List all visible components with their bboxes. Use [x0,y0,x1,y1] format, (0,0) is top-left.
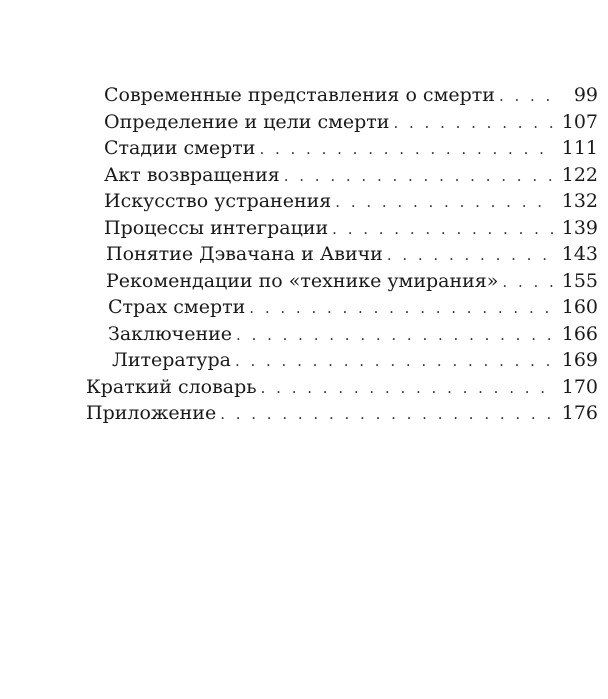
toc-entry[interactable] [0,82,608,109]
toc-dot-leader [220,401,554,428]
toc-entry-page: 99 [573,84,598,106]
toc-entry-title: Современные представления о смерти [104,84,495,106]
toc-dot-leader [249,295,554,322]
toc-entry-page: 176 [561,402,598,424]
toc-entry[interactable] [0,215,608,242]
toc-entry[interactable] [0,400,608,427]
toc-entry-title: Искусство устранения [104,190,332,212]
toc-dot-leader [259,136,554,163]
toc-entry-title: Приложение [86,402,217,424]
toc-entry[interactable] [0,241,608,268]
toc-entry-title: Краткий словарь [86,375,257,398]
toc-dot-leader [261,375,554,402]
toc-entry[interactable] [0,162,608,189]
toc-entry-page: 132 [561,190,598,212]
toc-entry-title: Понятие Дэвачана и Авичи [106,243,383,265]
toc-entry[interactable] [0,374,608,401]
toc-entry-page: 111 [561,137,598,159]
toc-dot-leader [235,348,554,375]
toc-entry[interactable] [0,188,608,215]
toc-entry[interactable] [0,347,608,374]
toc-dot-leader [393,110,554,137]
toc-entry[interactable] [0,109,608,136]
toc-entry-page: 155 [561,269,598,292]
toc-entry-page: 166 [561,322,598,345]
toc-entry-title: Процессы интеграции [104,216,329,239]
toc-dot-leader [335,189,554,216]
toc-entry-page: 170 [561,375,598,398]
toc-entry-page: 169 [561,349,598,371]
table-of-contents [0,82,608,427]
toc-entry[interactable] [0,321,608,348]
toc-entry-title: Литература [112,349,231,371]
toc-dot-leader [284,163,554,190]
toc-entry[interactable] [0,294,608,321]
toc-entry-title: Рекомендации по «технике умирания» [106,269,499,292]
toc-dot-leader [236,322,554,349]
toc-entry-title: Заключение [108,322,233,345]
toc-entry-title: Страх смерти [108,296,246,318]
toc-entry-page: 107 [561,110,598,133]
toc-entry-title: Стадии смерти [104,137,256,159]
toc-entry[interactable] [0,268,608,295]
toc-entry[interactable] [0,135,608,162]
toc-entry-page: 143 [561,243,598,265]
toc-dot-leader [502,269,554,296]
toc-dot-leader [387,242,554,269]
toc-entry-page: 160 [561,296,598,318]
toc-dot-leader [499,83,554,110]
toc-entry-page: 122 [561,163,598,186]
toc-entry-title: Определение и цели смерти [104,110,390,133]
toc-entry-title: Акт возвращения [104,163,280,186]
toc-entry-page: 139 [561,216,598,239]
toc-dot-leader [332,216,554,243]
